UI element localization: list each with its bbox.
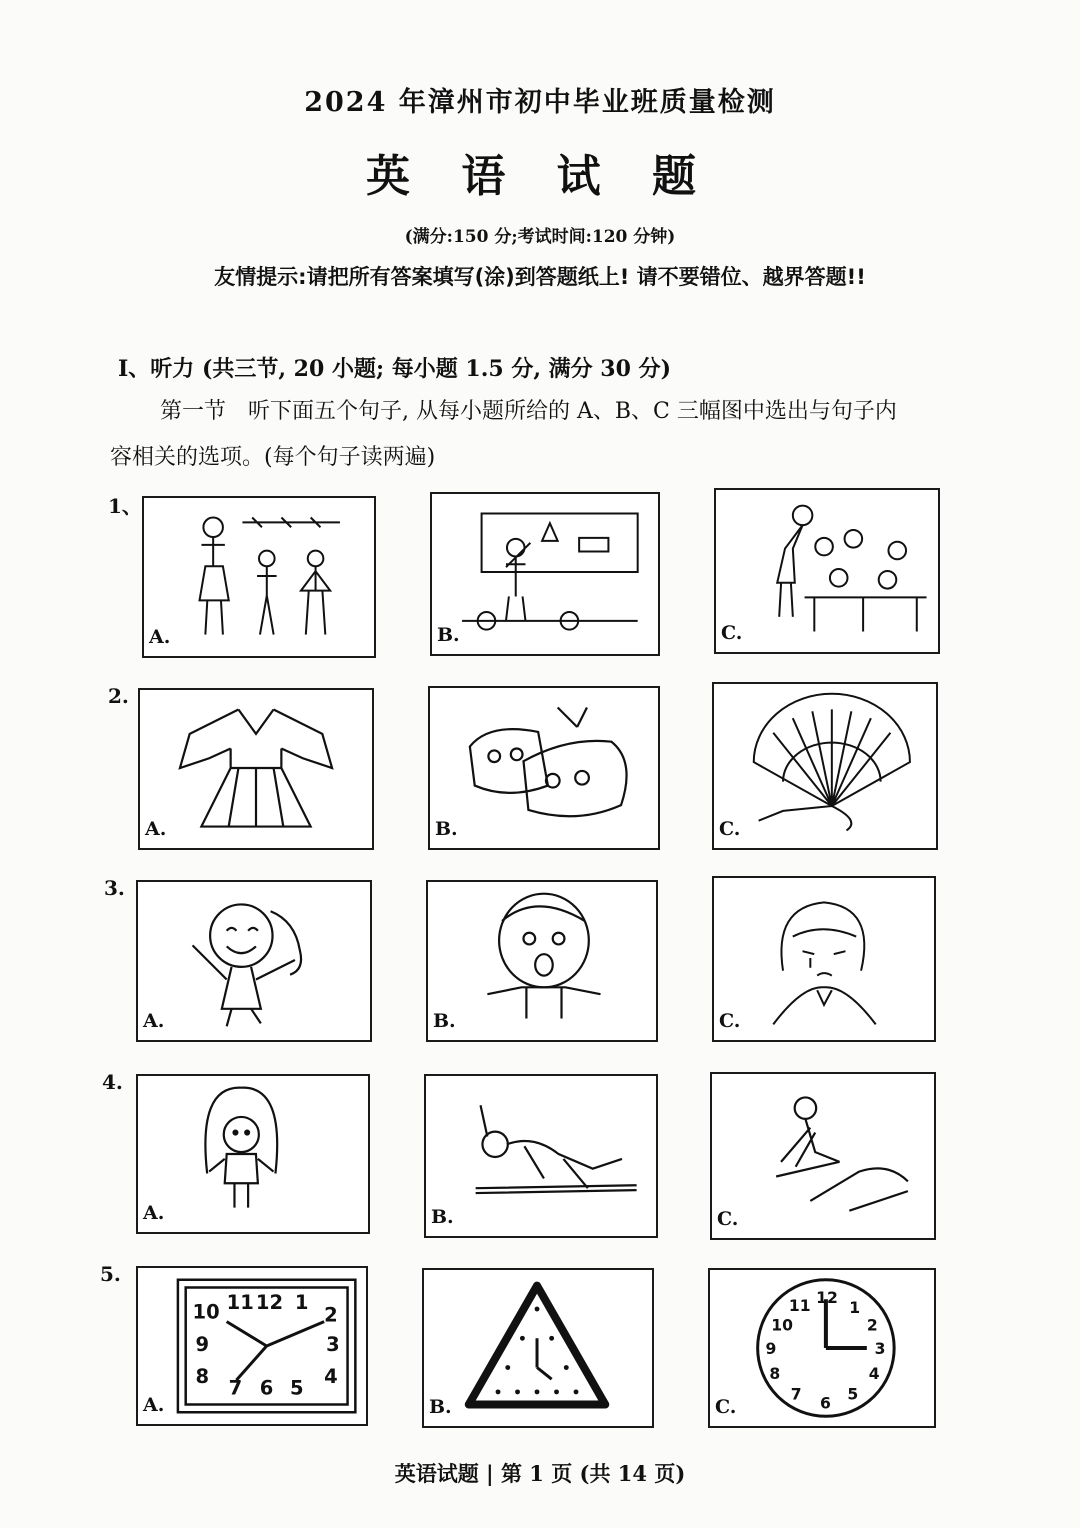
option-label: A.	[143, 1394, 165, 1416]
clock-number: 2	[324, 1303, 338, 1327]
clock-number: 5	[847, 1385, 859, 1404]
clock-number: 12	[255, 1290, 284, 1314]
round-clock-three-oclock-picture	[710, 1270, 934, 1426]
option-image-triangular-clock[interactable]	[422, 1268, 654, 1428]
question-number: 1、	[108, 494, 142, 518]
clock-number: 9	[195, 1332, 210, 1356]
teacher-with-class-picture	[716, 490, 938, 652]
teacher-at-blackboard-picture	[432, 494, 658, 654]
clock-number: 4	[324, 1365, 338, 1389]
question-number: 4.	[102, 1070, 123, 1094]
clock-number: 1	[294, 1290, 309, 1314]
clock-number: 8	[195, 1365, 210, 1389]
clock-number: 3	[874, 1339, 886, 1358]
option-image-high-jump[interactable]	[424, 1074, 658, 1238]
clock-number: 10	[192, 1300, 220, 1324]
clock-number: 4	[868, 1365, 880, 1384]
option-image-teacher-at-blackboard[interactable]	[430, 492, 660, 656]
page-footer: 英语试题 | 第 1 页 (共 14 页)	[394, 1461, 686, 1486]
exam-subtitle: 2024 年漳州市初中毕业班质量检测	[304, 87, 776, 118]
option-label: C.	[719, 1010, 741, 1032]
option-label: C.	[719, 818, 741, 840]
option-image-folding-fan[interactable]	[712, 682, 938, 850]
option-image-long-jump[interactable]	[710, 1072, 936, 1240]
option-label: C.	[721, 622, 743, 644]
clock-number: 3	[326, 1332, 340, 1356]
instruction-line-2: 容相关的选项。(每个句子读两遍)	[110, 445, 436, 470]
clock-number: 11	[788, 1296, 811, 1315]
clock-number: 6	[820, 1394, 831, 1413]
option-image-happy-girl[interactable]	[136, 880, 372, 1042]
option-image-round-clock[interactable]	[708, 1268, 936, 1428]
clock-number: 9	[765, 1339, 777, 1358]
option-label: B.	[435, 818, 458, 840]
section-title: Ⅰ、听力 (共三节, 20 小题; 每小题 1.5 分, 满分 30 分)	[118, 356, 671, 382]
option-label: A.	[145, 818, 167, 840]
clock-number: 7	[790, 1385, 802, 1404]
option-image-hanfu-dress[interactable]	[138, 688, 374, 850]
triangular-clock-picture	[424, 1270, 652, 1426]
option-label: A.	[143, 1010, 165, 1032]
question-number: 2.	[108, 684, 129, 708]
clock-number: 6	[259, 1376, 274, 1400]
rectangular-clock-picture	[138, 1268, 366, 1424]
clock-number: 2	[866, 1316, 878, 1335]
clock-number: 10	[771, 1316, 794, 1335]
jump-rope-picture	[138, 1076, 368, 1232]
question-number: 3.	[104, 876, 125, 900]
option-image-jump-rope[interactable]	[136, 1074, 370, 1234]
option-image-tiger-head-shoes[interactable]	[428, 686, 660, 850]
option-image-rectangular-clock[interactable]	[136, 1266, 368, 1426]
option-image-surprised-boy[interactable]	[426, 880, 658, 1042]
long-jump-picture	[712, 1074, 934, 1238]
option-label: C.	[715, 1396, 737, 1418]
option-label: B.	[437, 624, 460, 646]
high-jump-picture	[426, 1076, 656, 1236]
teacher-with-children-picture	[144, 498, 374, 656]
option-label: A.	[143, 1202, 165, 1224]
page-title: 英 语 试 题	[366, 151, 714, 202]
folding-fan-picture	[714, 684, 936, 848]
clock-number: 5	[290, 1376, 304, 1400]
option-label: B.	[429, 1396, 452, 1418]
option-label: B.	[431, 1206, 454, 1228]
option-label: A.	[149, 626, 171, 648]
happy-girl-picture	[138, 882, 370, 1040]
hanfu-dress-picture	[140, 690, 372, 848]
score-info: (满分:150 分;考试时间:120 分钟)	[404, 227, 676, 247]
tiger-head-shoes-picture	[430, 688, 658, 848]
instruction-line-1: 第一节 听下面五个句子, 从每小题所给的 A、B、C 三幅图中选出与句子内	[160, 399, 897, 424]
clock-number: 12	[816, 1289, 838, 1308]
clock-number: 8	[769, 1365, 781, 1384]
sad-girl-picture	[714, 878, 934, 1040]
option-image-teacher-with-children[interactable]	[142, 496, 376, 658]
option-label: B.	[433, 1010, 456, 1032]
clock-number: 7	[228, 1376, 243, 1400]
friendly-reminder: 友情提示:请把所有答案填写(涂)到答题纸上! 请不要错位、越界答题!!	[214, 265, 866, 289]
surprised-boy-picture	[428, 882, 656, 1040]
option-image-teacher-with-class[interactable]	[714, 488, 940, 654]
clock-number: 1	[849, 1298, 861, 1317]
clock-number: 11	[226, 1290, 254, 1314]
option-label: C.	[717, 1208, 739, 1230]
question-number: 5.	[100, 1262, 121, 1286]
option-image-sad-girl[interactable]	[712, 876, 936, 1042]
